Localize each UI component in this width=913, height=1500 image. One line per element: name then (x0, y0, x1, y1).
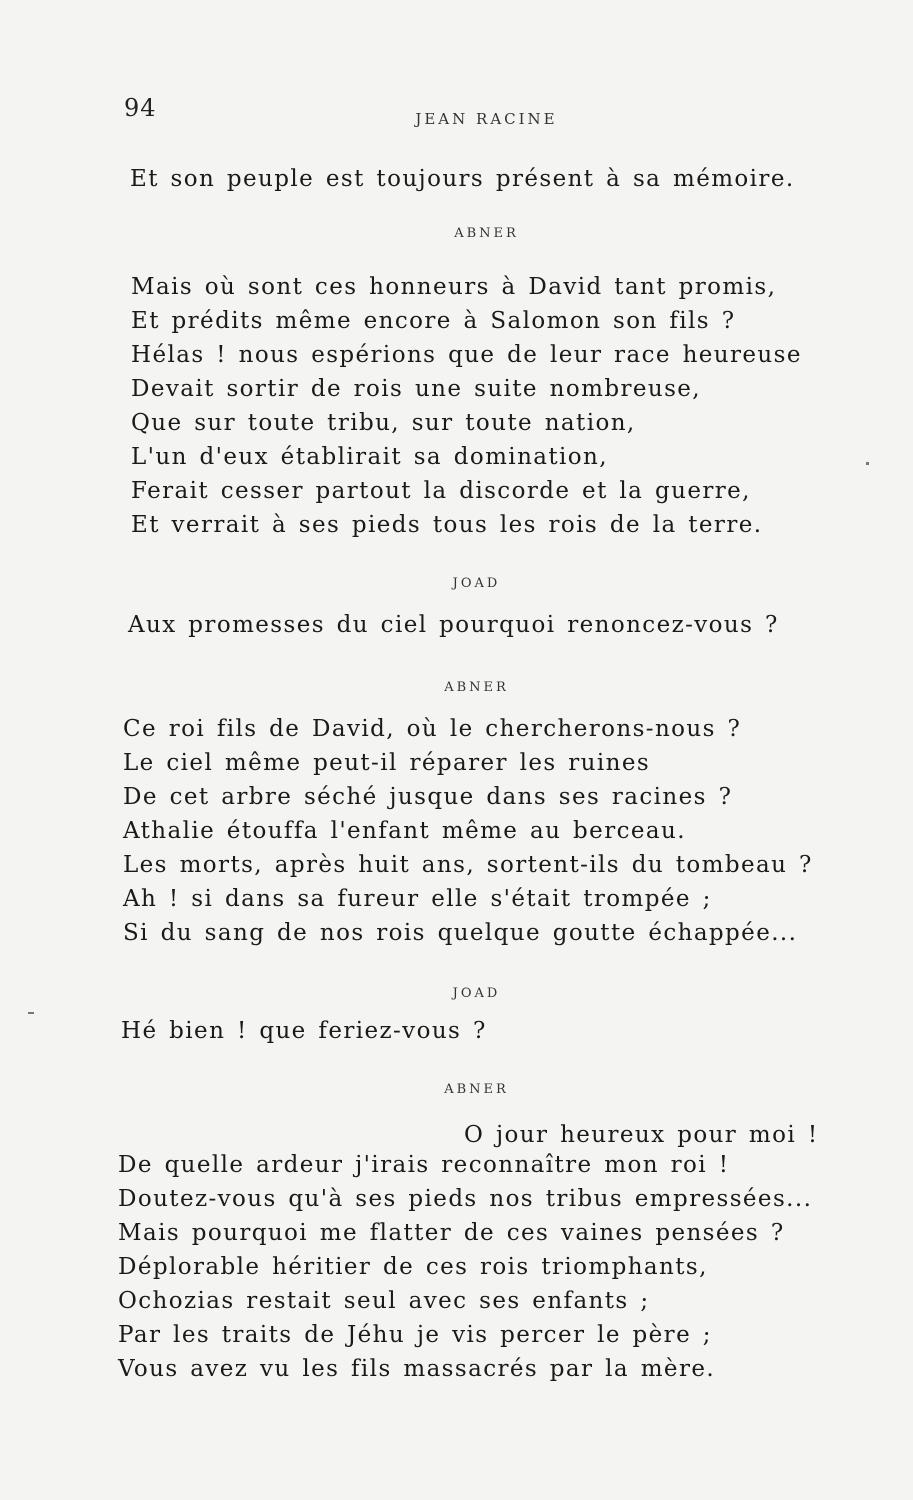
verse-line: Mais où sont ces honneurs à David tant promis, (131, 274, 777, 300)
verse-line: Ochozias restait seul avec ses enfants ; (118, 1288, 650, 1314)
verse-line: Vous avez vu les fils massacrés par la mère. (118, 1356, 716, 1382)
verse-line: De quelle ardeur j'irais reconnaître mon roi ! (118, 1152, 730, 1178)
verse-line: Par les traits de Jéhu je vis percer le père ; (118, 1322, 712, 1348)
verse-line: Déplorable héritier de ces rois triomphants, (118, 1254, 708, 1280)
verse-line: Doutez-vous qu'à ses pieds nos tribus empressées... (118, 1186, 813, 1212)
verse-line: Le ciel même peut-il réparer les ruines (123, 750, 651, 776)
verse-line: O jour heureux pour moi ! (464, 1122, 819, 1148)
verse-line: Hélas ! nous espérions que de leur race heureuse (131, 342, 802, 368)
page-number: 94 (124, 94, 157, 122)
verse-line: Athalie étouffa l'enfant même au berceau. (123, 818, 686, 844)
verse-line: Et son peuple est toujours présent à sa mémoire. (130, 166, 795, 192)
verse-line: Si du sang de nos rois quelque goutte échappée... (123, 920, 798, 946)
verse-line: Ce roi fils de David, où le chercherons-nous ? (123, 716, 742, 742)
margin-mark (28, 1012, 34, 1014)
verse-line: Devait sortir de rois une suite nombreuse, (131, 376, 701, 402)
verse-line: Ah ! si dans sa fureur elle s'était trompée ; (123, 886, 712, 912)
speaker-name: ABNER (444, 1082, 509, 1097)
verse-line: Les morts, après huit ans, sortent-ils du tombeau ? (123, 852, 813, 878)
speaker-name: JOAD (452, 986, 501, 1001)
verse-line: Mais pourquoi me flatter de ces vaines pensées ? (118, 1220, 785, 1246)
verse-line: De cet arbre séché jusque dans ses racines ? (123, 784, 733, 810)
verse-line: Ferait cesser partout la discorde et la guerre, (131, 478, 751, 504)
speaker-name: ABNER (454, 226, 519, 241)
verse-line: Aux promesses du ciel pourquoi renoncez-vous ? (128, 612, 779, 638)
verse-line: L'un d'eux établirait sa domination, (131, 444, 608, 470)
speaker-name: ABNER (444, 680, 509, 695)
verse-line: Que sur toute tribu, sur toute nation, (131, 410, 636, 436)
running-head: JEAN RACINE (415, 110, 558, 128)
verse-line: Hé bien ! que feriez-vous ? (121, 1018, 487, 1044)
speaker-name: JOAD (452, 576, 501, 591)
margin-mark (866, 462, 869, 465)
verse-line: Et prédits même encore à Salomon son fils ? (131, 308, 736, 334)
verse-line: Et verrait à ses pieds tous les rois de la terre. (131, 512, 763, 538)
